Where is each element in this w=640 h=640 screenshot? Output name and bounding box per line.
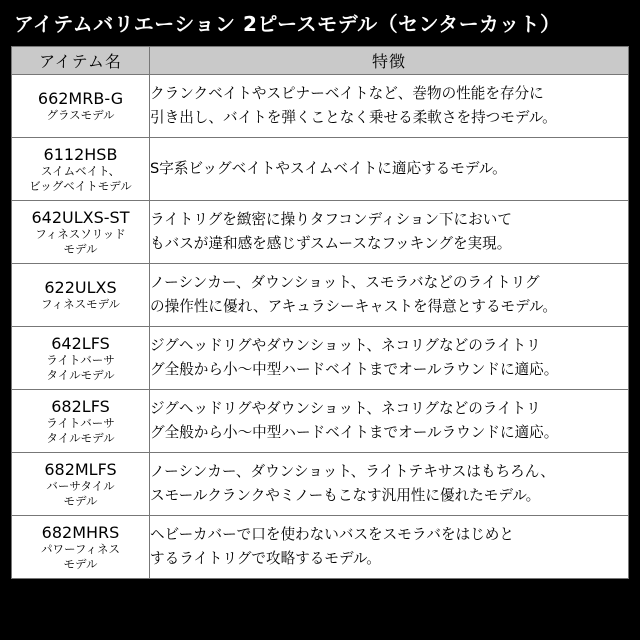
item-subtitle: モデル [63,241,98,256]
table-row [12,390,629,453]
feature-line: ノーシンカー、ダウンショット、ライトテキサスはもちろん、 [150,463,555,480]
item-code: 6112HSB [43,144,118,164]
item-code: 622ULXS [44,278,117,297]
feature-line: グ全般から小〜中型ハードベイトまでオールラウンドに適応。 [150,424,559,441]
table-header-row [12,47,629,75]
item-code: 682LFS [51,396,110,416]
item-subtitle: スイムベイト、 [40,163,121,178]
item-subtitle: バーサタイル [46,478,115,493]
feature-line: ジグヘッドリグやダウンショット、ネコリグなどのライトリ [150,400,541,417]
item-name-cell [12,516,150,579]
table-row [12,201,629,264]
page-title: アイテムバリエーション 2ピースモデル（センターカット） [14,12,561,36]
feature-cell [150,264,629,327]
item-name-cell [12,453,150,516]
table-row [12,264,629,327]
item-code: 682MHRS [41,522,120,542]
item-subtitle: フィネスモデル [40,297,120,311]
feature-line: クランクベイトやスピナーベイトなど、巻物の性能を存分に [150,85,544,102]
item-subtitle: パワーフィネス [40,541,120,556]
item-code: 682MLFS [44,459,117,479]
feature-cell [150,327,629,390]
feature-line: の操作性に優れ、アキュラシーキャストを得意とするモデル。 [150,298,558,315]
feature-cell [150,453,629,516]
table-row [12,453,629,516]
item-name-cell [12,264,150,327]
header-item-name: アイテム名 [12,47,150,75]
feature-cell [150,390,629,453]
item-subtitle: グラスモデル [46,108,115,122]
item-subtitle: ライトバーサ [46,352,115,367]
item-name-cell [12,201,150,264]
feature-line: スモールクランクやミノーもこなす汎用性に優れたモデル。 [150,487,541,504]
feature-line: グ全般から小〜中型ハードベイトまでオールラウンドに適応。 [150,361,559,378]
feature-line: ヘビーカバーで口を使わないバスをスモラバをはじめと [150,526,514,543]
feature-cell [150,138,629,201]
feature-cell [150,75,629,138]
table-row [12,516,629,579]
item-subtitle: モデル [63,493,98,508]
feature-line: ライトリグを緻密に操りタフコンディション下において [150,211,512,228]
feature-line: ジグヘッドリグやダウンショット、ネコリグなどのライトリ [150,337,541,354]
feature-line: もバスが違和感を感じずスムースなフッキングを実現。 [150,235,512,252]
item-subtitle: ライトバーサ [46,415,115,430]
item-code: 642ULXS-ST [31,207,130,227]
feature-line: 引き出し、バイトを弾くことなく乗せる柔軟さを持つモデル。 [150,109,557,126]
item-subtitle: モデル [63,556,98,571]
feature-cell [150,201,629,264]
item-subtitle: ビッグベイトモデル [29,178,132,193]
item-code: 642LFS [51,333,110,353]
item-subtitle: タイルモデル [46,430,115,445]
item-variation-table [11,46,629,579]
item-name-cell [12,138,150,201]
feature-line: するライトリグで攻略するモデル。 [150,550,381,567]
feature-line: S字系ビッグベイトやスイムベイトに適応するモデル。 [150,160,507,177]
table-row [12,75,629,138]
item-name-cell [12,75,150,138]
table-row [12,138,629,201]
item-name-cell [12,327,150,390]
feature-cell [150,516,629,579]
item-subtitle: フィネスソリッド [35,226,126,241]
item-subtitle: タイルモデル [46,367,115,382]
table-row [12,327,629,390]
item-code: 662MRB-G [37,89,124,108]
feature-line: ノーシンカー、ダウンショット、スモラバなどのライトリグ [150,274,540,291]
item-name-cell [12,390,150,453]
header-feature: 特徴 [150,47,629,75]
